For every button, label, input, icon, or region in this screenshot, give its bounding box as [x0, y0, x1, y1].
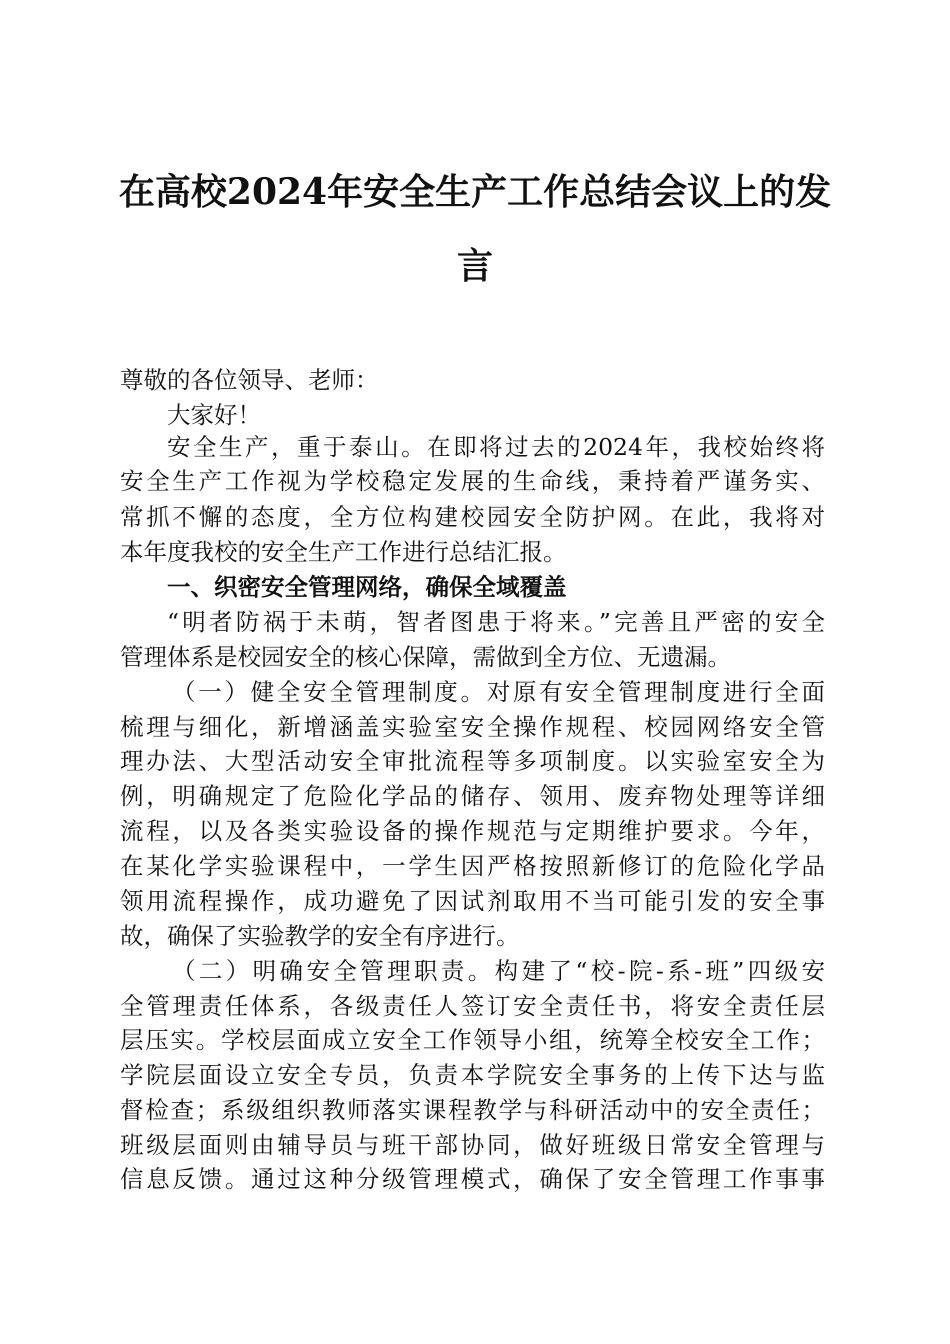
- paragraph-line: 梳理与细化，新增涵盖实验室安全操作规程、校园网络安全管: [120, 713, 825, 741]
- subsection-line: （一）健全安全管理制度。对原有安全管理制度进行全面: [172, 678, 825, 706]
- paragraph-line: 层压实。学校层面成立安全工作领导小组，统筹全校安全工作；: [120, 1026, 825, 1054]
- paragraph-line: 管理体系是校园安全的核心保障，需做到全方位、无遗漏。: [120, 643, 731, 671]
- document-title-line-1: 在高校2024年安全生产工作总结会议上的发: [118, 171, 832, 213]
- paragraph-line: 常抓不懈的态度，全方位构建校园安全防护网。在此，我将对: [120, 503, 825, 531]
- paragraph-line: 安全生产，重于泰山。在即将过去的2024年，我校始终将: [167, 433, 825, 461]
- paragraph-line: 理办法、大型活动安全审批流程等多项制度。以实验室安全为: [120, 747, 825, 775]
- paragraph-line: 例，明确规定了危险化学品的储存、领用、废弃物处理等详细: [120, 782, 825, 810]
- paragraph-line: 学院层面设立安全专员，负责本学院安全事务的上传下达与监: [120, 1061, 825, 1089]
- paragraph-line: 安全生产工作视为学校稳定发展的生命线，秉持着严谨务实、: [120, 467, 825, 495]
- subsection-line: （二）明确安全管理职责。构建了“校-院-系-班”四级安: [172, 957, 825, 985]
- paragraph-line: 班级层面则由辅导员与班干部协同，做好班级日常安全管理与: [120, 1131, 825, 1159]
- paragraph-line: “明者防祸于未萌，智者图患于将来。”完善且严密的安全: [167, 608, 825, 636]
- salutation: 尊敬的各位领导、老师：: [120, 366, 379, 394]
- paragraph-line: 督检查；系级组织教师落实课程教学与科研活动中的安全责任；: [120, 1096, 825, 1124]
- paragraph-line: 全管理责任体系，各级责任人签订安全责任书，将安全责任层: [120, 992, 825, 1020]
- paragraph-line: 本年度我校的安全生产工作进行总结汇报。: [120, 538, 567, 566]
- paragraph-line: 领用流程操作，成功避免了因试剂取用不当可能引发的安全事: [120, 887, 825, 915]
- greeting: 大家好！: [167, 401, 261, 429]
- section-heading-1: 一、织密安全管理网络，确保全域覆盖: [167, 573, 567, 601]
- document-title-line-2: 言: [456, 245, 493, 287]
- paragraph-line: 流程，以及各类实验设备的操作规范与定期维护要求。今年，: [120, 817, 825, 845]
- paragraph-line: 故，确保了实验教学的安全有序进行。: [120, 922, 520, 950]
- paragraph-line: 在某化学实验课程中，一学生因严格按照新修订的危险化学品: [120, 852, 825, 880]
- paragraph-line: 信息反馈。通过这种分级管理模式，确保了安全管理工作事事: [120, 1165, 825, 1193]
